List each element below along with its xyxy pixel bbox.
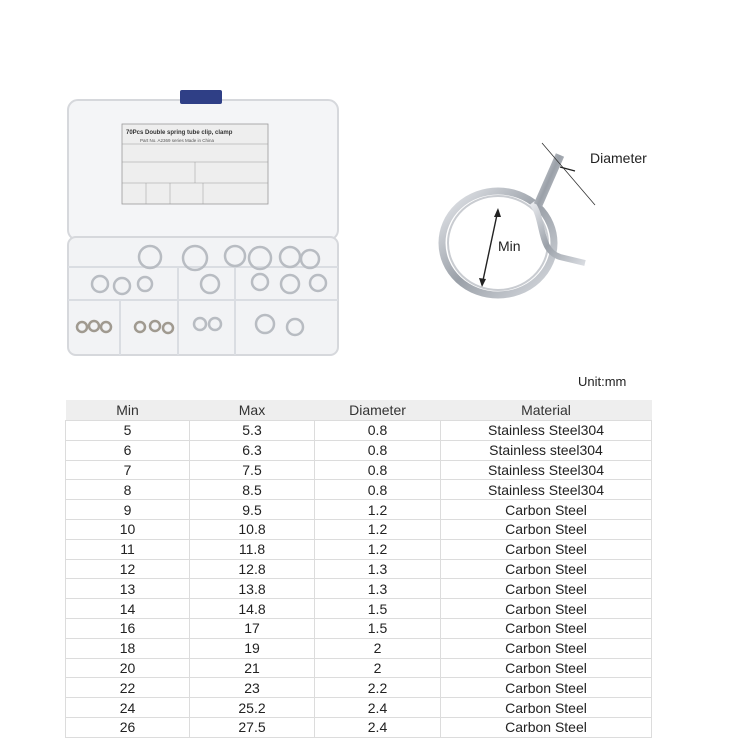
spec-table — [65, 400, 652, 738]
table-header-row — [66, 400, 652, 421]
table-row: 8 8.5 0.8 Stainless Steel304 — [66, 480, 652, 500]
header-material: Material — [441, 400, 652, 421]
table-row: 10 10.8 1.2 Carbon Steel — [66, 519, 652, 539]
unit-label: Unit:mm — [578, 374, 627, 389]
diameter-label: Diameter — [590, 150, 647, 166]
table-row: 5 5.3 0.8 Stainless Steel304 — [66, 421, 652, 441]
table-row: 7 7.5 0.8 Stainless Steel304 — [66, 460, 652, 480]
svg-text:Part No. A2369 series Made in: Part No. A2369 series Made in China — [140, 138, 215, 143]
table-row: 24 25.2 2.4 Carbon Steel — [66, 698, 652, 718]
table-row: 18 19 2 Carbon Steel — [66, 638, 652, 658]
table-row: 11 11.8 1.2 Carbon Steel — [66, 539, 652, 559]
svg-text:70Pcs Double spring tube clip,: 70Pcs Double spring tube clip, clamp — [126, 130, 233, 136]
clip-handle — [538, 155, 560, 205]
clip-dimension-diagram — [420, 125, 680, 320]
table-row: 26 27.5 2.4 Carbon Steel — [66, 717, 652, 737]
table-row: 16 17 1.5 Carbon Steel — [66, 618, 652, 638]
header-diameter: Diameter — [315, 400, 441, 421]
table-row: 22 23 2.2 Carbon Steel — [66, 678, 652, 698]
table-row: 12 12.8 1.3 Carbon Steel — [66, 559, 652, 579]
table-row: 20 21 2 Carbon Steel — [66, 658, 652, 678]
min-label: Min — [498, 238, 521, 254]
table-row: 6 6.3 0.8 Stainless steel304 — [66, 440, 652, 460]
product-box-image — [60, 62, 365, 362]
table-row: 13 13.8 1.3 Carbon Steel — [66, 579, 652, 599]
header-min: Min — [66, 400, 190, 421]
latch — [180, 90, 222, 104]
table-row: 14 14.8 1.5 Carbon Steel — [66, 599, 652, 619]
table-row: 9 9.5 1.2 Carbon Steel — [66, 500, 652, 520]
header-max: Max — [190, 400, 315, 421]
